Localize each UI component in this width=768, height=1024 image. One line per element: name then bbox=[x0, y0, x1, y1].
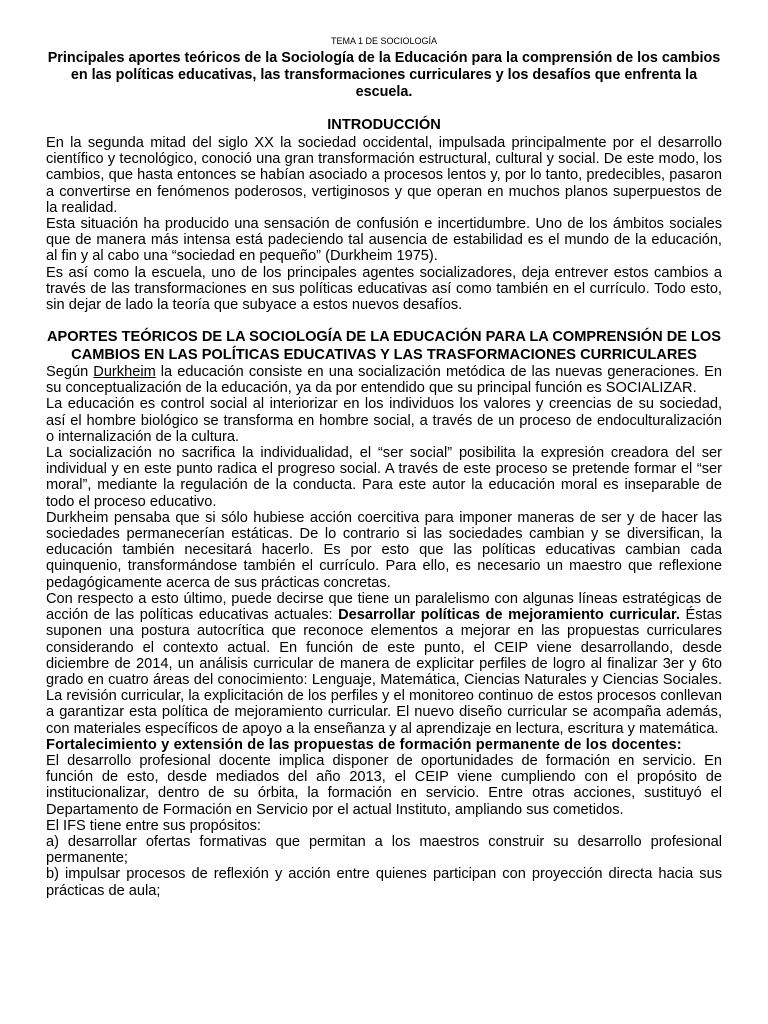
list-item-b: b) impulsar procesos de reflexión y acción entre quienes participan con proyección directa hacia sus prácticas de aula; bbox=[46, 866, 722, 899]
section-heading: APORTES TEÓRICOS DE LA SOCIOLOGÍA DE LA EDUCACIÓN PARA LA COMPRENSIÓN DE LOS CAMBIOS EN LAS POLÍTICAS EDUCATIVAS Y LAS TRASFORMACIONES CURRICULARES bbox=[46, 329, 722, 363]
section-paragraph-3: La socialización no sacrifica la individualidad, el “ser social” posibilita la expresión creadora del ser individual y en este punto radica el progreso social. A través de este proceso se pretende formar el “ser moral”, mediante la regulación de la conducta. Para este autor la educación moral es inseparable de todo el proceso educativo. bbox=[46, 445, 722, 510]
p1-lead: Según bbox=[46, 364, 94, 381]
document-title: Principales aportes teóricos de la Sociología de la Educación para la comprensión de los cambios en las políticas educativas, las transformaciones curriculares y los desafíos que enfrenta la escuela. bbox=[47, 50, 721, 100]
p1-rest: la educación consiste en una socialización metódica de las nuevas generaciones. En su conceptualización de la educación, ya da por entendido que su principal función es SOCIALIZAR. bbox=[46, 364, 722, 397]
section-paragraph-7: El IFS tiene entre sus propósitos: bbox=[46, 817, 261, 834]
section-spacer bbox=[46, 313, 722, 329]
durkheim-underlined: Durkheim bbox=[93, 364, 156, 381]
p5-lead: Con respecto a esto último, puede decirse que tiene un paralelismo con algunas líneas estratégicas de acción de las políticas educativas actuales: bbox=[46, 590, 722, 624]
section-paragraph-6: El desarrollo profesional docente implica disponer de oportunidades de formación en servicio. En función de esto, desde mediados del año 2013, el CEIP viene cumpliendo con el propósito de institucionalizar, dentro de su órbita, la formación en servicio. Entre otras acciones, sustituyó el Departamento de Formación en Servicio por el actual Instituto, ampliando sus cometidos. bbox=[46, 752, 722, 818]
section-paragraph-4: Durkheim pensaba que si sólo hubiese acción coercitiva para imponer maneras de ser y de hacer las sociedades permanecerían estáticas. De lo contrario si las sociedades cambian y se diversifican, la educación también necesitará hacerlo. Es por esto que las políticas educativas cambian cada quinquenio, transformándose también el currículo. Para ello, es necesario un maestro que reflexione pedagógicamente acerca de sus prácticas concretas. bbox=[46, 509, 722, 591]
p5-bold-policy: Desarrollar políticas de mejoramiento curricular. bbox=[338, 607, 680, 624]
section-paragraph-1 bbox=[46, 364, 722, 396]
intro-heading: INTRODUCCIÓN bbox=[327, 117, 441, 133]
intro-paragraph-1: En la segunda mitad del siglo XX la sociedad occidental, impulsada principalmente por el desarrollo científico y tecnológico, conoció una gran transformación estructural, cultural y social. De este modo, los cambios, que hasta entonces se habían asociado a procesos lentos y, por lo tanto, predecibles, pasaron a convertirse en fenómenos poderosos, vertiginosos y que operan en muchos planos superpuestos de la realidad. bbox=[46, 135, 722, 216]
document-page bbox=[46, 36, 722, 899]
list-item-a: a) desarrollar ofertas formativas que permitan a los maestros construir su desarrollo profesional permanente; bbox=[46, 833, 722, 867]
topic-tag: TEMA 1 DE SOCIOLOGÍA bbox=[330, 36, 438, 46]
p5-rest: Éstas suponen una postura autocrítica que reconoce elementos a mejorar en las propuestas curriculares considerando el contexto actual. En función de este punto, el CEIP viene desarrollando, desde diciembre de 2014, un análisis curricular de manera de explicitar perfiles de logro al finalizar 3er y 6to grado en cuatro áreas del conocimiento: Lenguaje, Matemática, Ciencias Naturales y Ciencias Sociales. La revisión curricular, la explicitación de los perfiles y el monitoreo continuo de estos procesos conllevan a garantizar esta política de mejoramiento curricular. El nuevo diseño curricular se acompaña además, con materiales específicos de apoyo a la enseñanza y al aprendizaje en lectura, escritura y matemática. bbox=[46, 607, 722, 737]
section-paragraph-2: La educación es control social al interiorizar en los individuos los valores y creencias de su sociedad, así el hombre biológico se transforma en hombre social, a través de un proceso de endoculturalización o internalización de la cultura. bbox=[46, 396, 722, 445]
subsection-heading: Fortalecimiento y extensión de las propuestas de formación permanente de los docentes: bbox=[46, 736, 682, 753]
intro-paragraph-2: Esta situación ha producido una sensación de confusión e incertidumbre. Uno de los ámbitos sociales que de manera más intensa está padeciendo tal ausencia de estabilidad es el mundo de la educación, al fin y al cabo una “sociedad en pequeño” (Durkheim 1975). bbox=[46, 216, 722, 265]
intro-paragraph-3: Es así como la escuela, uno de los principales agentes socializadores, deja entrever estos cambios a través de las transformaciones en sus políticas educativas así como también en el currículo. Todo esto, sin dejar de lado la teoría que subyace a estos nuevos desafíos. bbox=[46, 264, 722, 314]
section-paragraph-5 bbox=[46, 591, 722, 737]
